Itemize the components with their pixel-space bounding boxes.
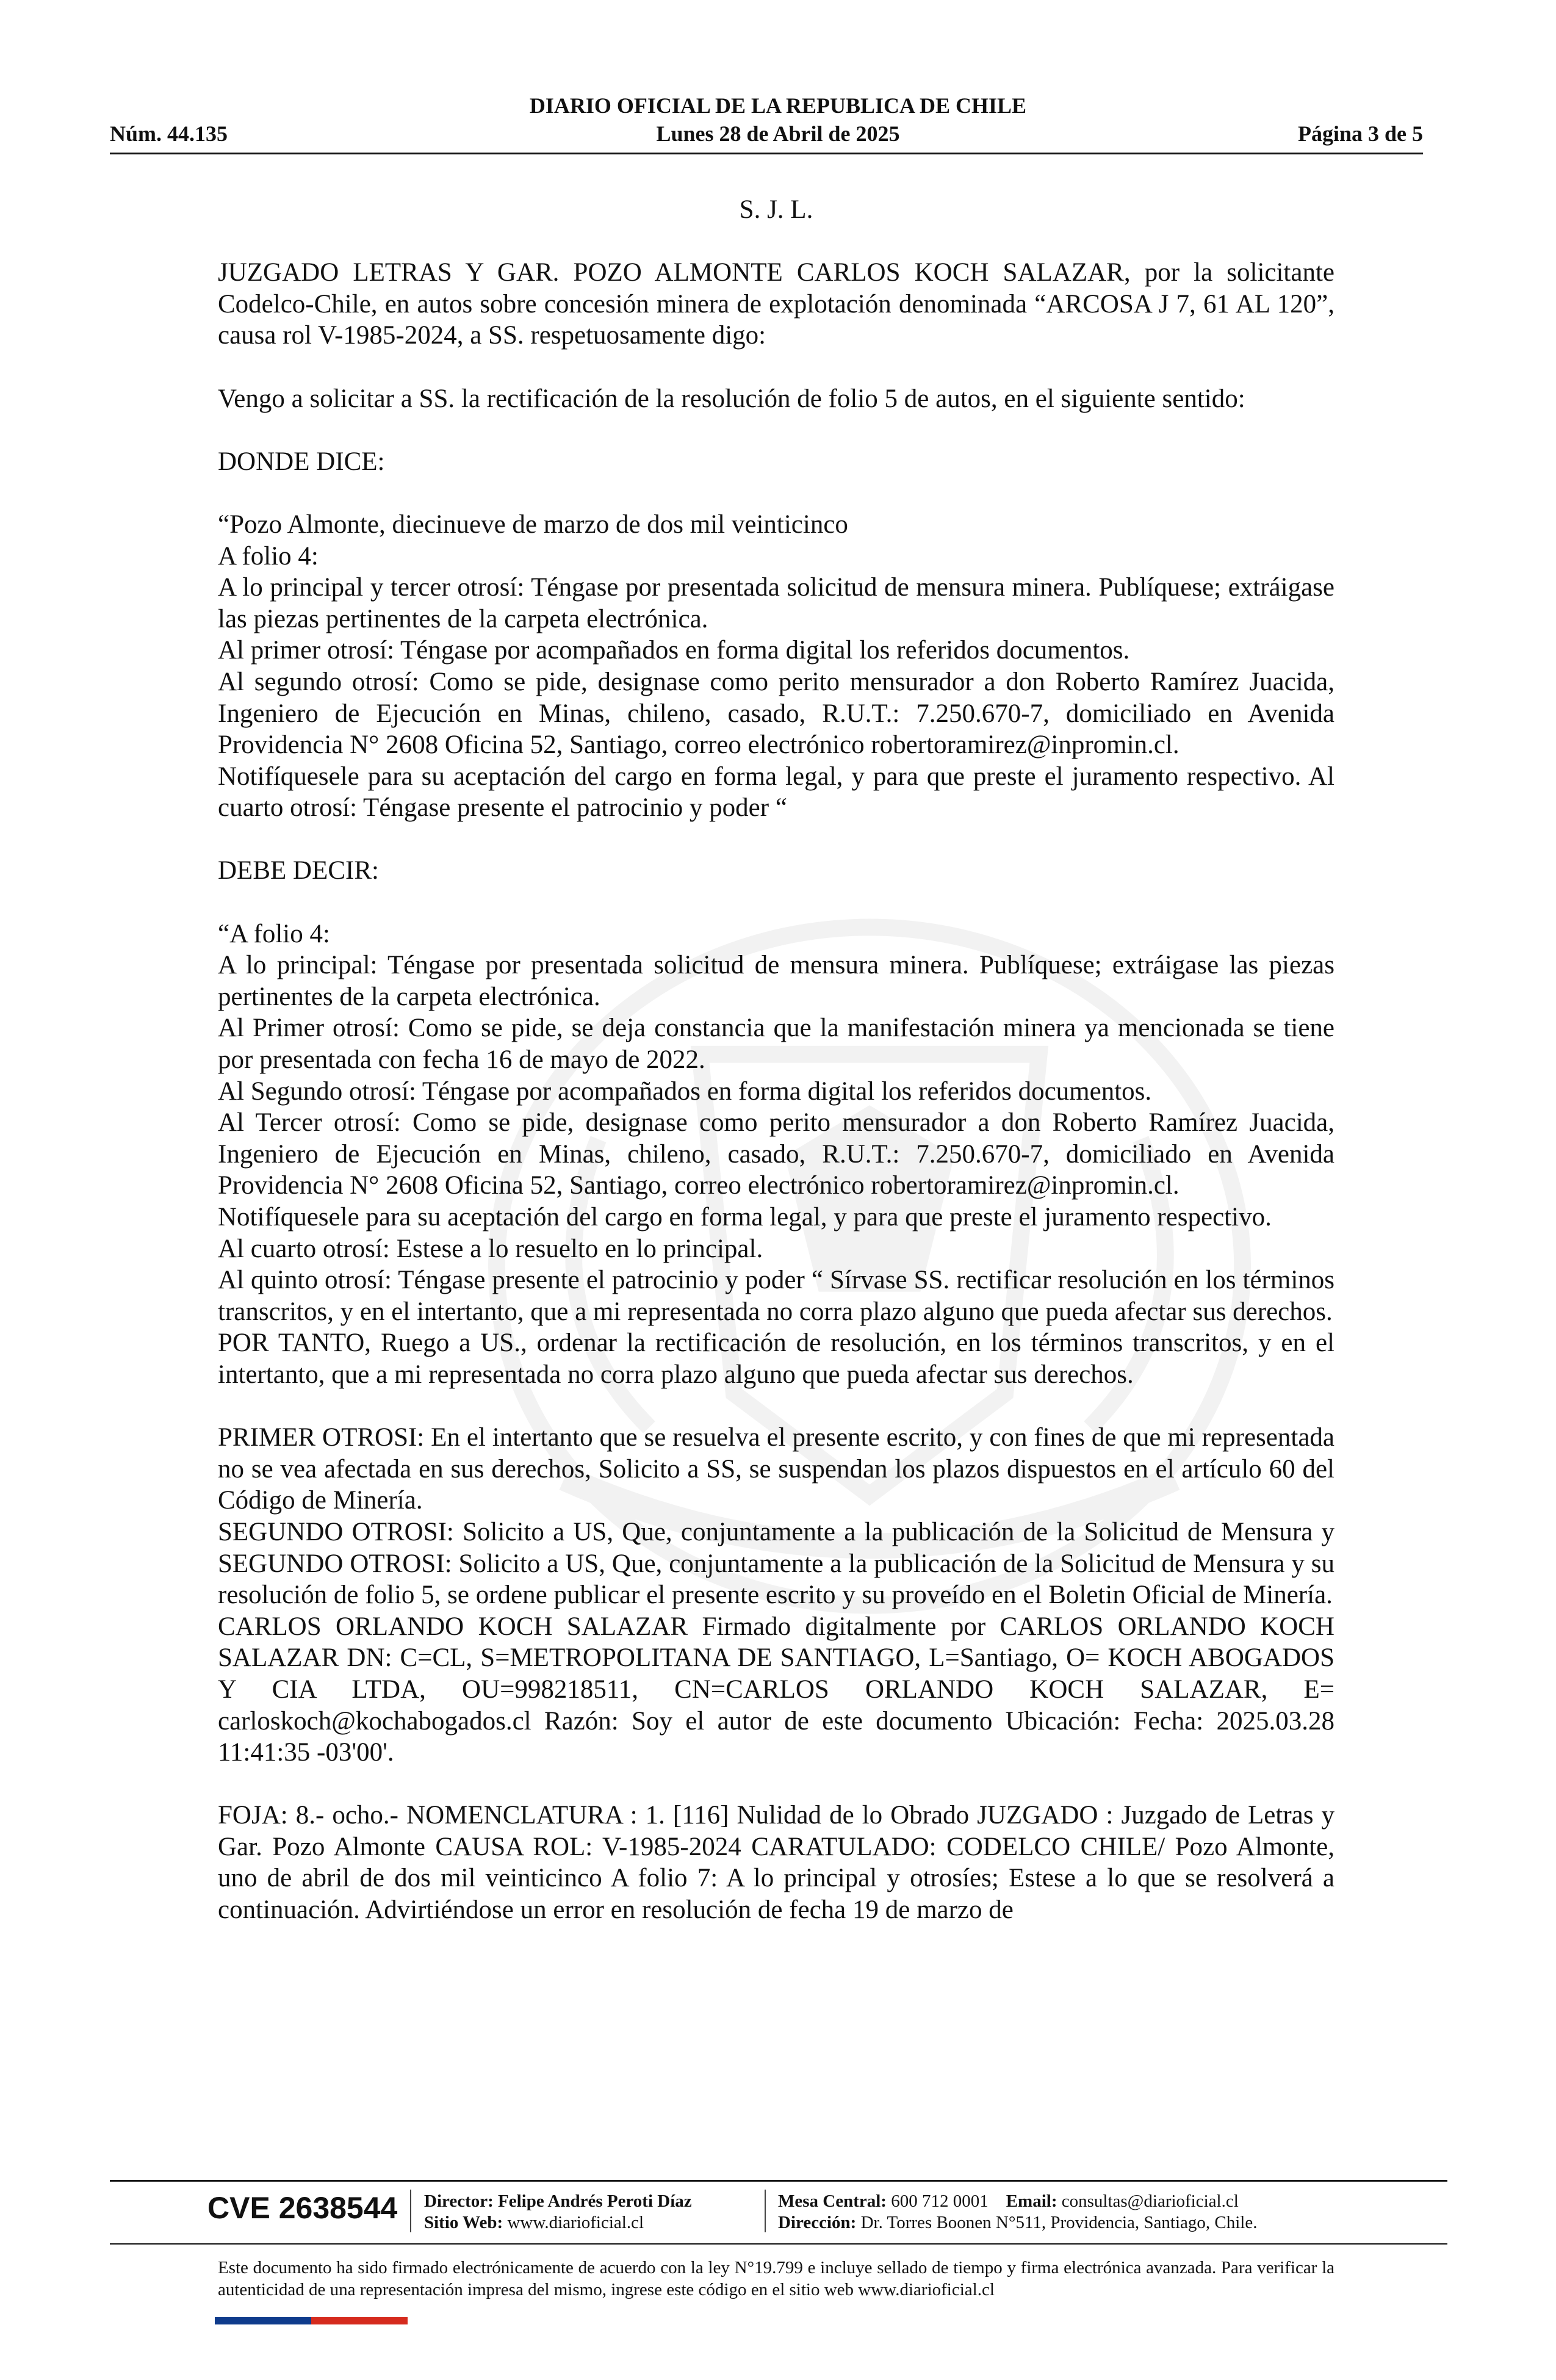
body-paragraph: A lo principal y tercer otrosí: Téngase por presentada solicitud de mensura minera. Publíquese; extráigase las piezas pertinentes de la carpeta electrónica. bbox=[218, 573, 1334, 633]
body-paragraph: PRIMER OTROSI: En el intertanto que se resuelva el presente escrito, y con fines de que mi representada no se vea afectada en sus derechos, Solicito a SS, se suspendan los plazos dispuestos en el artículo 60 del Código de Minería. bbox=[218, 1423, 1334, 1515]
page-indicator: Página 3 de 5 bbox=[1297, 121, 1423, 146]
email-link[interactable]: consultas@diarioficial.cl bbox=[1061, 2191, 1239, 2211]
footer-divider bbox=[110, 2180, 1447, 2182]
body-paragraph: Al segundo otrosí: Como se pide, designase como perito mensurador a don Roberto Ramírez Juacida, Ingeniero de Ejecución en Minas, chileno, casado, R.U.T.: 7.250.670-7, domiciliado en Avenida Providencia N° 2608 Oficina 52, Santiago, correo electrónico robertoramirez@inpromin.cl. bbox=[218, 667, 1334, 760]
footer-separator bbox=[765, 2190, 766, 2232]
footer-separator bbox=[410, 2190, 411, 2232]
footer-contact-block bbox=[778, 2191, 1257, 2234]
body-paragraph: Notifíquesele para su aceptación del cargo en forma legal, y para que preste el juramento respectivo. Al cuarto otrosí: Téngase presente el patrocinio y poder “ bbox=[218, 762, 1334, 823]
legal-notice: Este documento ha sido firmado electrónicamente de acuerdo con la ley N°19.799 e incluye sellado de tiempo y firma electrónica avanzada. Para verificar la autenticidad de una representación impresa del mismo, ingrese este código en el sitio web www.diarioficial.cl bbox=[218, 2258, 1334, 2299]
footer-director-block bbox=[424, 2191, 692, 2234]
section-heading: DEBE DECIR: bbox=[218, 856, 379, 885]
website-label: Sitio Web: bbox=[424, 2213, 503, 2232]
mesa-phone: 600 712 0001 bbox=[891, 2191, 989, 2211]
signature-block: CARLOS ORLANDO KOCH SALAZAR Firmado digitalmente por CARLOS ORLANDO KOCH SALAZAR DN: C=CL, S=METROPOLITANA DE SANTIAGO, L=Santiago, O= KOCH ABOGADOS Y CIA LTDA, OU=998218511, CN=CARLOS ORLANDO KOCH SALAZAR, E= carloskoch@kochabogados.cl Razón: Soy el autor de este documento Ubicación: Fecha: 2025.03.28 11:41:35 -03'00'. bbox=[218, 1612, 1334, 1767]
body-paragraph: Notifíquesele para su aceptación del cargo en forma legal, y para que preste el juramento respectivo. bbox=[218, 1203, 1272, 1231]
body-paragraph: JUZGADO LETRAS Y GAR. POZO ALMONTE CARLOS KOCH SALAZAR, por la solicitante Codelco-Chile, en autos sobre concesión minera de explotación denominada “ARCOSA J 7, 61 AL 120”, causa rol V-1985-2024, a SS. respetuosamente digo: bbox=[218, 258, 1334, 350]
body-paragraph: SEGUNDO OTROSI: Solicito a US, Que, conjuntamente a la publicación de la Solicitud de Mensura y SEGUNDO OTROSI: Solicito a US, Que, conjuntamente a la publicación de la Solicitud de Mensura y su resolución de folio 5, se ordene publicar el presente escrito y su proveído en el Boletin Oficial de Minería. bbox=[218, 1517, 1334, 1610]
body-paragraph: Vengo a solicitar a SS. la rectificación de la resolución de folio 5 de autos, en el siguiente sentido: bbox=[218, 384, 1245, 413]
body-paragraph: A lo principal: Téngase por presentada solicitud de mensura minera. Publíquese; extráigase las piezas pertinentes de la carpeta electrónica. bbox=[218, 951, 1334, 1011]
header-divider bbox=[110, 153, 1423, 154]
director-name: Felipe Andrés Peroti Díaz bbox=[498, 2191, 692, 2211]
document-body bbox=[218, 194, 1334, 1926]
director-label: Director: bbox=[424, 2191, 494, 2211]
body-paragraph: POR TANTO, Ruego a US., ordenar la rectificación de resolución, en los términos transcritos, y en el intertanto, que a mi representada no corra plazo alguno que pueda afectar sus derechos. bbox=[218, 1329, 1334, 1389]
body-paragraph: FOJA: 8.- ocho.- NOMENCLATURA : 1. [116] Nulidad de lo Obrado JUZGADO : Juzgado de Letras y Gar. Pozo Almonte CAUSA ROL: V-1985-2024 CARATULADO: CODELCO CHILE/ Pozo Almonte, uno de abril de dos mil veinticinco A folio 7: A lo principal y otrosíes; Estese a lo que se resolverá a continuación. Advirtiéndose un error en resolución de fecha 19 de marzo de bbox=[218, 1801, 1334, 1925]
body-paragraph: Al Segundo otrosí: Téngase por acompañados en forma digital los referidos documentos. bbox=[218, 1076, 1152, 1106]
flag-stripe-blue bbox=[215, 2317, 311, 2324]
issue-number: Núm. 44.135 bbox=[110, 121, 228, 146]
publication-title: DIARIO OFICIAL DE LA REPUBLICA DE CHILE bbox=[529, 93, 1027, 118]
body-paragraph: “Pozo Almonte, diecinueve de marzo de dos mil veinticinco bbox=[218, 510, 848, 539]
body-paragraph: Al quinto otrosí: Téngase presente el patrocinio y poder “ Sírvase SS. rectificar resolución en los términos transcritos, y en el intertanto, que a mi representada no corra plazo alguno que pueda afectar sus derechos. bbox=[218, 1266, 1334, 1326]
section-heading: DONDE DICE: bbox=[218, 447, 385, 476]
address-text: Dr. Torres Boonen N°511, Providencia, Santiago, Chile. bbox=[860, 2213, 1258, 2232]
body-paragraph: Al Tercer otrosí: Como se pide, designase como perito mensurador a don Roberto Ramírez Juacida, Ingeniero de Ejecución en Minas, chileno, casado, R.U.T.: 7.250.670-7, domiciliado en Avenida Providencia N° 2608 Oficina 52, Santiago, correo electrónico robertoramirez@inpromin.cl. bbox=[218, 1108, 1334, 1200]
flag-stripe-red bbox=[311, 2317, 408, 2324]
website-link[interactable]: www.diarioficial.cl bbox=[507, 2213, 644, 2232]
issue-date: Lunes 28 de Abril de 2025 bbox=[656, 121, 900, 146]
footer-divider bbox=[110, 2243, 1447, 2245]
body-paragraph: A folio 4: bbox=[218, 541, 319, 571]
body-paragraph: “A folio 4: bbox=[218, 919, 330, 948]
body-paragraph: Al Primer otrosí: Como se pide, se deja constancia que la manifestación minera ya mencionada se tiene por presentada con fecha 16 de mayo de 2022. bbox=[218, 1014, 1334, 1075]
address-label: Dirección: bbox=[778, 2213, 857, 2232]
email-label: Email: bbox=[1006, 2191, 1057, 2211]
mesa-label: Mesa Central: bbox=[778, 2191, 887, 2211]
cve-code: CVE 2638544 bbox=[207, 2191, 398, 2225]
body-paragraph: Al cuarto otrosí: Estese a lo resuelto en lo principal. bbox=[218, 1234, 763, 1263]
salutation-heading: S. J. L. bbox=[739, 195, 813, 224]
body-paragraph: Al primer otrosí: Téngase por acompañados en forma digital los referidos documentos. bbox=[218, 636, 1130, 665]
